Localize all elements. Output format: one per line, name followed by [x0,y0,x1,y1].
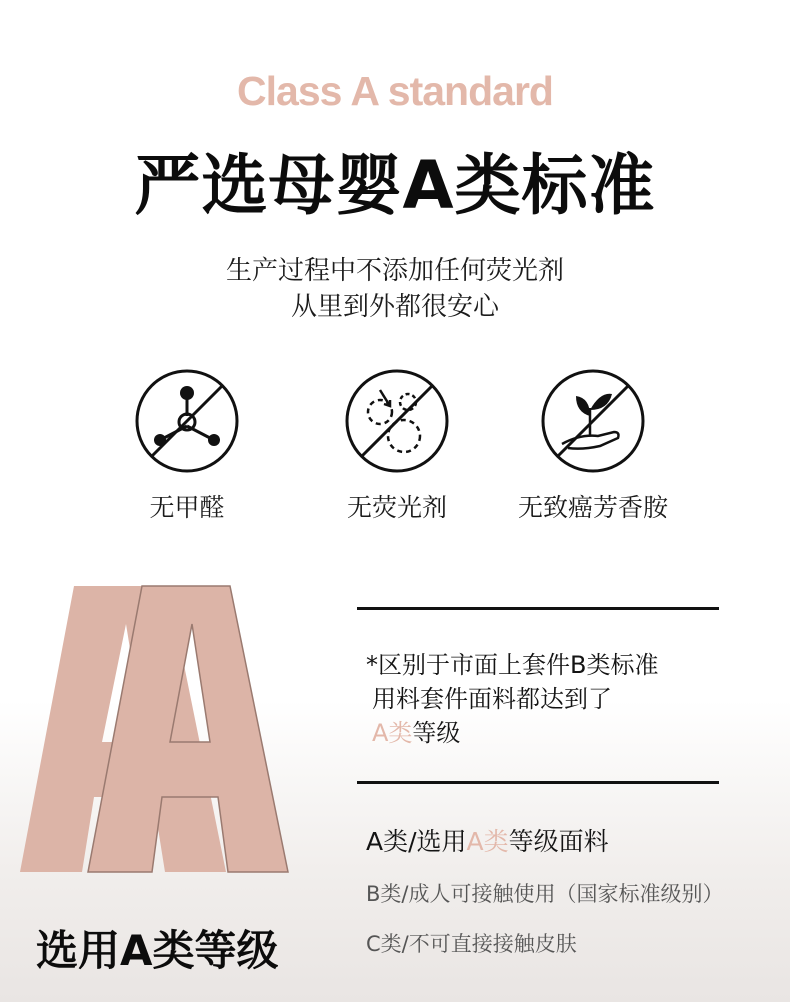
page-title: 严选母婴A类标准 [134,147,656,224]
big-letter-a-front [78,582,298,882]
description-line-2: 从里到外都很安心 [290,292,499,322]
fluorescent-agent-icon [344,368,450,474]
bottom-caption: 选用A类等级 [36,926,279,975]
feature-no-fluorescent [287,368,507,524]
feature-label: 无致癌芳香胺 [517,493,668,522]
feature-label: 无甲醛 [149,493,225,522]
grade-a-accent: A类 [466,827,509,856]
grade-c-line: C类/不可直接接触皮肤 [366,932,577,956]
note-line-1: *区别于市面上套件B类标准 [366,651,659,679]
plant-hand-icon [540,368,646,474]
feature-no-formaldehyde [77,368,297,524]
formaldehyde-molecule-icon [134,368,240,474]
feature-label: 无荧光剂 [346,493,447,522]
description-line-1: 生产过程中不添加任何荧光剂 [225,256,564,286]
divider-bottom [357,781,719,784]
feature-no-carcinogenic-amines [483,368,703,524]
note-rest: 等级 [412,719,461,747]
grade-b-line: B类/成人可接触使用（国家标准级别） [366,882,724,906]
english-subtitle: Class A standard [237,68,553,114]
note-accent: A类 [372,719,413,747]
grade-a-prefix: A类/选用 [366,827,467,856]
note-line-2: 用料套件面料都达到了 [372,685,612,713]
grade-a-line [366,822,609,858]
divider-top [357,607,719,610]
note-line-3 [372,716,460,750]
grade-a-suffix: 等级面料 [508,827,609,856]
